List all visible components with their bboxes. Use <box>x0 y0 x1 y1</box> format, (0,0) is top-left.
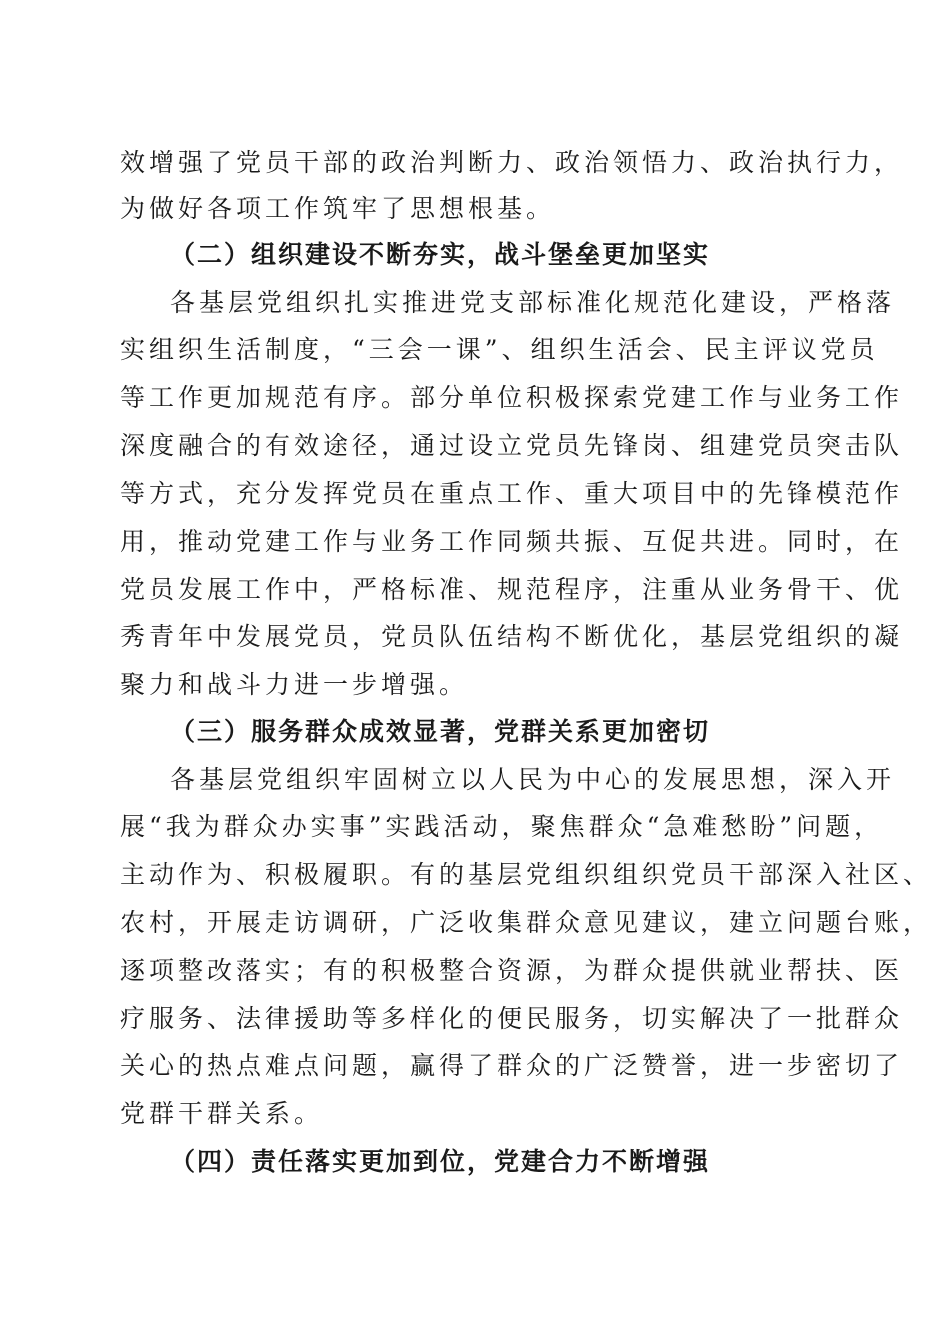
section-2-line-9: 聚力和战斗力进一步增强。 <box>120 670 469 699</box>
section-3-line-1: 各基层党组织牢固树立以人民为中心的发展思想，深入开 <box>170 765 896 794</box>
section-2-line-1: 各基层党组织扎实推进党支部标准化规范化建设，严格落 <box>170 288 896 317</box>
section-2-line-4: 深度融合的有效途径，通过设立党员先锋岗、组建党员突击队 <box>120 431 904 460</box>
section-4-heading: （四）责任落实更加到位，党建合力不断增强 <box>170 1147 711 1176</box>
section-2-line-5: 等方式，充分发挥党员在重点工作、重大项目中的先锋模范作 <box>120 479 904 508</box>
intro-line-1: 效增强了党员干部的政治判断力、政治领悟力、政治执行力， <box>120 148 904 177</box>
section-2-line-8: 秀青年中发展党员，党员队伍结构不断优化，基层党组织的凝 <box>120 622 904 651</box>
section-3-line-2: 展“我为群众办实事”实践活动，聚焦群众“急难愁盼”问题， <box>120 812 884 841</box>
section-2-line-6: 用，推动党建工作与业务工作同频共振、互促共进。同时，在 <box>120 527 904 556</box>
section-3-line-6: 疗服务、法律援助等多样化的便民服务，切实解决了一批群众 <box>120 1004 904 1033</box>
section-2-heading: （二）组织建设不断夯实，战斗堡垒更加坚实 <box>170 240 711 269</box>
section-3-line-5: 逐项整改落实；有的积极整合资源，为群众提供就业帮扶、医 <box>120 956 904 985</box>
section-3-heading: （三）服务群众成效显著，党群关系更加密切 <box>170 717 711 746</box>
section-3-line-4: 农村，开展走访调研，广泛收集群众意见建议，建立问题台账， <box>120 908 933 937</box>
section-2-line-2: 实组织生活制度，“三会一课”、组织生活会、民主评议党员 <box>120 335 879 364</box>
section-3-line-7: 关心的热点难点问题，赢得了群众的广泛赞誉，进一步密切了 <box>120 1051 904 1080</box>
intro-line-2: 为做好各项工作筑牢了思想根基。 <box>120 194 556 223</box>
section-2-line-7: 党员发展工作中，严格标准、规范程序，注重从业务骨干、优 <box>120 575 904 604</box>
section-3-line-3: 主动作为、积极履职。有的基层党组织组织党员干部深入社区、 <box>120 860 933 889</box>
section-2-line-3: 等工作更加规范有序。部分单位积极探索党建工作与业务工作 <box>120 383 904 412</box>
section-3-line-8: 党群干群关系。 <box>120 1099 324 1128</box>
